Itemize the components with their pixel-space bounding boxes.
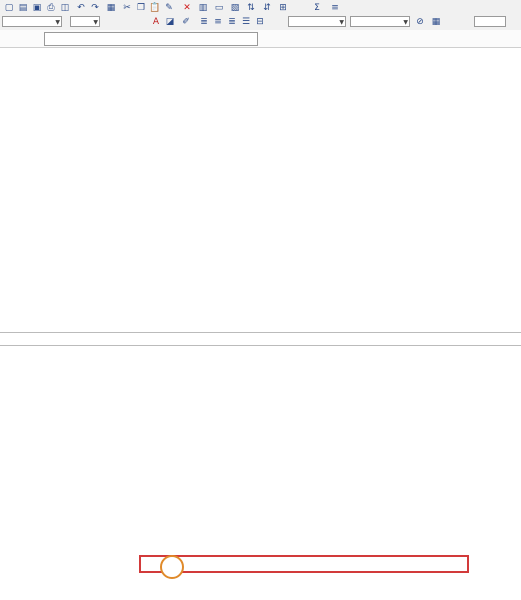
wrap-icon[interactable]: ⊟ [256, 17, 264, 27]
fill-color-icon[interactable]: ◪ [165, 17, 175, 27]
open-icon[interactable]: ▤ [18, 3, 28, 13]
paste-icon[interactable]: 📋 [149, 3, 161, 13]
image-icon[interactable]: ▧ [230, 3, 240, 13]
save-icon[interactable]: ▣ [32, 3, 42, 13]
toolbar [0, 0, 521, 31]
sigma-icon[interactable] [293, 2, 305, 14]
align-right-icon[interactable]: ≣ [228, 17, 236, 27]
italic-button[interactable] [120, 16, 132, 28]
preview-icon[interactable]: ◫ [60, 3, 70, 13]
cut-icon[interactable]: ✂ [123, 3, 131, 13]
chart-icon[interactable]: ▭ [214, 3, 224, 13]
format-painter-icon[interactable]: ✎ [165, 3, 173, 13]
filter-icon[interactable]: ⊞ [279, 3, 287, 13]
print-icon[interactable]: ⎙ [47, 3, 55, 13]
formula-input[interactable] [44, 32, 258, 46]
border-icon[interactable]: ▦ [431, 17, 441, 27]
function-icon[interactable]: Σ [314, 3, 320, 13]
copy-icon[interactable]: ❐ [136, 3, 146, 13]
insert-icon[interactable]: ▦ [106, 3, 116, 13]
sheet-grid-top [0, 48, 521, 332]
column-header-row [0, 48, 521, 60]
underline-button[interactable] [134, 16, 146, 28]
sheet-icon[interactable]: ▥ [198, 3, 208, 13]
fill-down-select[interactable] [474, 16, 506, 27]
new-file-icon[interactable]: ▢ [4, 3, 14, 13]
justify-icon[interactable]: ☰ [241, 17, 251, 27]
highlight-icon[interactable]: ✐ [182, 17, 190, 27]
percent-button[interactable] [507, 16, 519, 28]
font-color-icon[interactable]: A [152, 17, 160, 27]
undo-icon[interactable]: ↶ [77, 3, 85, 13]
highlight-box [139, 555, 469, 573]
sort-asc-icon[interactable]: ⇅ [247, 3, 255, 13]
formula-bar [0, 30, 521, 48]
calc-icon[interactable]: ≡ [331, 3, 339, 13]
merge-cells-select[interactable]: ▼ [288, 16, 346, 27]
clear-icon[interactable]: ⊘ [416, 17, 424, 27]
font-name-select[interactable]: ▼ [2, 16, 62, 27]
font-size-select[interactable]: ▼ [70, 16, 100, 27]
align-left-icon[interactable]: ≣ [200, 17, 208, 27]
delete-icon[interactable]: ✕ [183, 3, 191, 13]
sort-desc-icon[interactable]: ⇵ [263, 3, 271, 13]
align-center-icon[interactable]: ≡ [214, 17, 222, 27]
watermark-logo [160, 555, 184, 579]
bold-button[interactable] [106, 16, 118, 28]
column-header-row [0, 344, 521, 356]
border-style-select[interactable]: ▼ [350, 16, 410, 27]
redo-icon[interactable]: ↷ [91, 3, 99, 13]
